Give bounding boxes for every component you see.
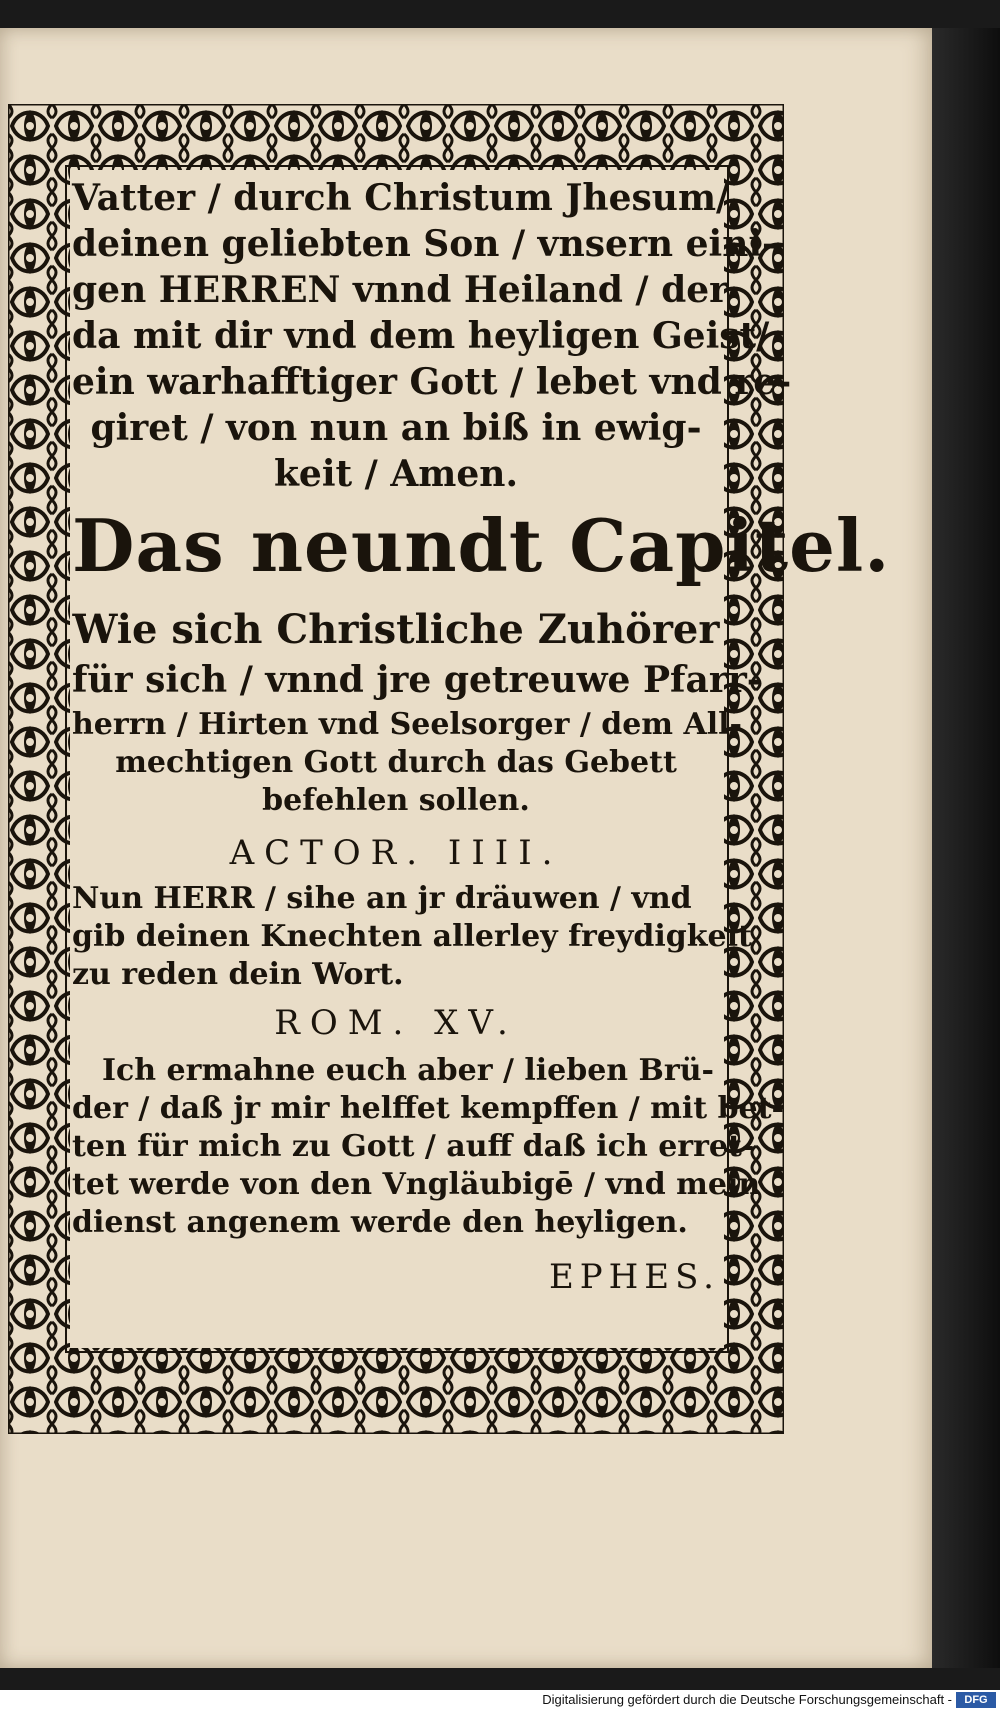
dfg-logo: DFG — [956, 1692, 996, 1708]
footer-bar — [0, 1690, 1000, 1710]
text-line: deinen geliebten Son / vnsern eini- — [72, 223, 777, 265]
scan-background — [932, 28, 1000, 1668]
text-line: gen HERREN vnnd Heiland / der — [72, 269, 729, 311]
subtitle-line: mechtigen Gott durch das Gebett — [115, 745, 677, 780]
text-line: der / daß jr mir helffet kempffen / mit bet- — [72, 1091, 784, 1126]
text-line: da mit dir vnd dem heyligen Geist/ — [72, 315, 770, 357]
chapter-title: Das neundt Capitel. — [72, 503, 891, 588]
text-line: keit / Amen. — [273, 453, 518, 495]
text-line: Ich ermahne euch aber / lieben Brü- — [102, 1053, 714, 1088]
text-line: ten für mich zu Gott / auff daß ich erret- — [72, 1129, 755, 1164]
text-line: dienst angenem werde den heyligen. — [72, 1205, 688, 1240]
catchword: EPHES. — [548, 1257, 720, 1297]
subtitle-line: Wie sich Christliche Zuhörer — [72, 606, 720, 653]
footer-credit: Digitalisierung gefördert durch die Deutsche Forschungsgemeinschaft - — [542, 1692, 952, 1707]
text-line: giret / von nun an biß in ewig- — [90, 407, 702, 449]
text-line: ein warhafftiger Gott / lebet vnd re- — [72, 361, 792, 403]
subtitle-line: herrn / Hirten vnd Seelsorger / dem All- — [72, 707, 743, 742]
page-text — [72, 177, 891, 1310]
subtitle-line: befehlen sollen. — [262, 783, 530, 818]
text-line: Nun HERR / sihe an jr dräuwen / vnd — [72, 881, 692, 916]
scripture-reference: ROM. XV. — [274, 1003, 518, 1043]
text-line: Vatter / durch Christum Jhesum/ — [72, 177, 730, 219]
text-line: tet werde von den Vngläubigē / vnd mein — [72, 1167, 761, 1202]
subtitle-line: für sich / vnnd jre getreuwe Pfarr- — [72, 659, 762, 701]
scripture-reference: ACTOR. IIII. — [229, 833, 563, 873]
text-line: zu reden dein Wort. — [72, 957, 404, 992]
text-line: gib deinen Knechten allerley freydigkeit — [72, 919, 752, 954]
